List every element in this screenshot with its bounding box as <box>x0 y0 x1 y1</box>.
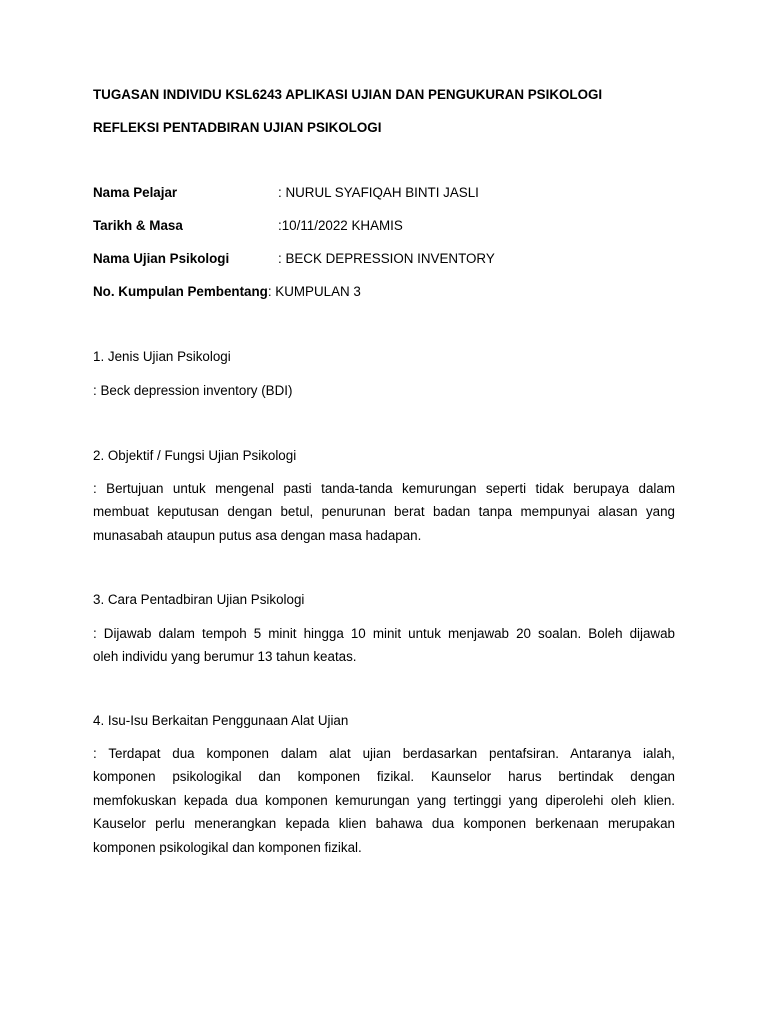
document-page <box>93 0 675 1024</box>
document-title: TUGASAN INDIVIDU KSL6243 APLIKASI UJIAN DAN PENGUKURAN PSIKOLOGI <box>93 87 603 102</box>
section-paragraph <box>93 742 675 859</box>
kumpulan-row <box>93 284 361 300</box>
section-paragraph <box>93 477 675 547</box>
section-text-line: : Bertujuan untuk mengenal pasti tanda-tanda kemurungan seperti tidak berupaya dalam <box>93 481 675 496</box>
kumpulan-value: : KUMPULAN 3 <box>267 284 361 299</box>
section-text-line: : Terdapat dua komponen dalam alat ujian berdasarkan pentafsiran. Antaranya ialah, <box>93 746 675 761</box>
section-text-line: oleh individu yang berumur 13 tahun keatas. <box>93 649 357 665</box>
nama-pelajar-label: Nama Pelajar <box>93 185 178 200</box>
nama-ujian-value: : BECK DEPRESSION INVENTORY <box>278 251 495 266</box>
tarikh-masa-value: :10/11/2022 KHAMIS <box>278 218 403 233</box>
section-heading: 4. Isu-Isu Berkaitan Penggunaan Alat Ujian <box>93 713 349 728</box>
section-text-line: : Beck depression inventory (BDI) <box>93 383 293 398</box>
nama-ujian-label: Nama Ujian Psikologi <box>93 251 230 266</box>
section-text-line: memfokuskan kepada dua komponen kemurungan yang tertinggi yang diperolehi oleh klien. <box>93 792 675 808</box>
section-heading: 1. Jenis Ujian Psikologi <box>93 349 231 364</box>
section-text-line: komponen psikologikal dan komponen fizikal. <box>93 839 362 855</box>
nama-pelajar-value: : NURUL SYAFIQAH BINTI JASLI <box>278 185 479 200</box>
tarikh-masa-label: Tarikh & Masa <box>93 218 183 233</box>
section-text-line: komponen psikologikal dan komponen fizikal. Kaunselor harus bertindak dengan <box>93 769 675 785</box>
section-paragraph <box>93 622 675 669</box>
section-heading: 2. Objektif / Fungsi Ujian Psikologi <box>93 448 297 463</box>
section-text-line: : Dijawab dalam tempoh 5 minit hingga 10 minit untuk menjawab 20 soalan. Boleh dijawab <box>93 626 675 641</box>
section-text-line: munasabah ataupun putus asa dengan masa hadapan. <box>93 527 422 543</box>
kumpulan-label: No. Kumpulan Pembentang <box>93 284 268 299</box>
section-heading: 3. Cara Pentadbiran Ujian Psikologi <box>93 592 305 607</box>
document-subtitle: REFLEKSI PENTADBIRAN UJIAN PSIKOLOGI <box>93 120 382 135</box>
section-text-line: Kauselor perlu menerangkan kepada klien bahawa dua komponen berkenaan merupakan <box>93 816 675 832</box>
section-text-line: membuat keputusan dengan betul, penurunan berat badan tanpa mempunyai alasan yang <box>93 504 675 520</box>
